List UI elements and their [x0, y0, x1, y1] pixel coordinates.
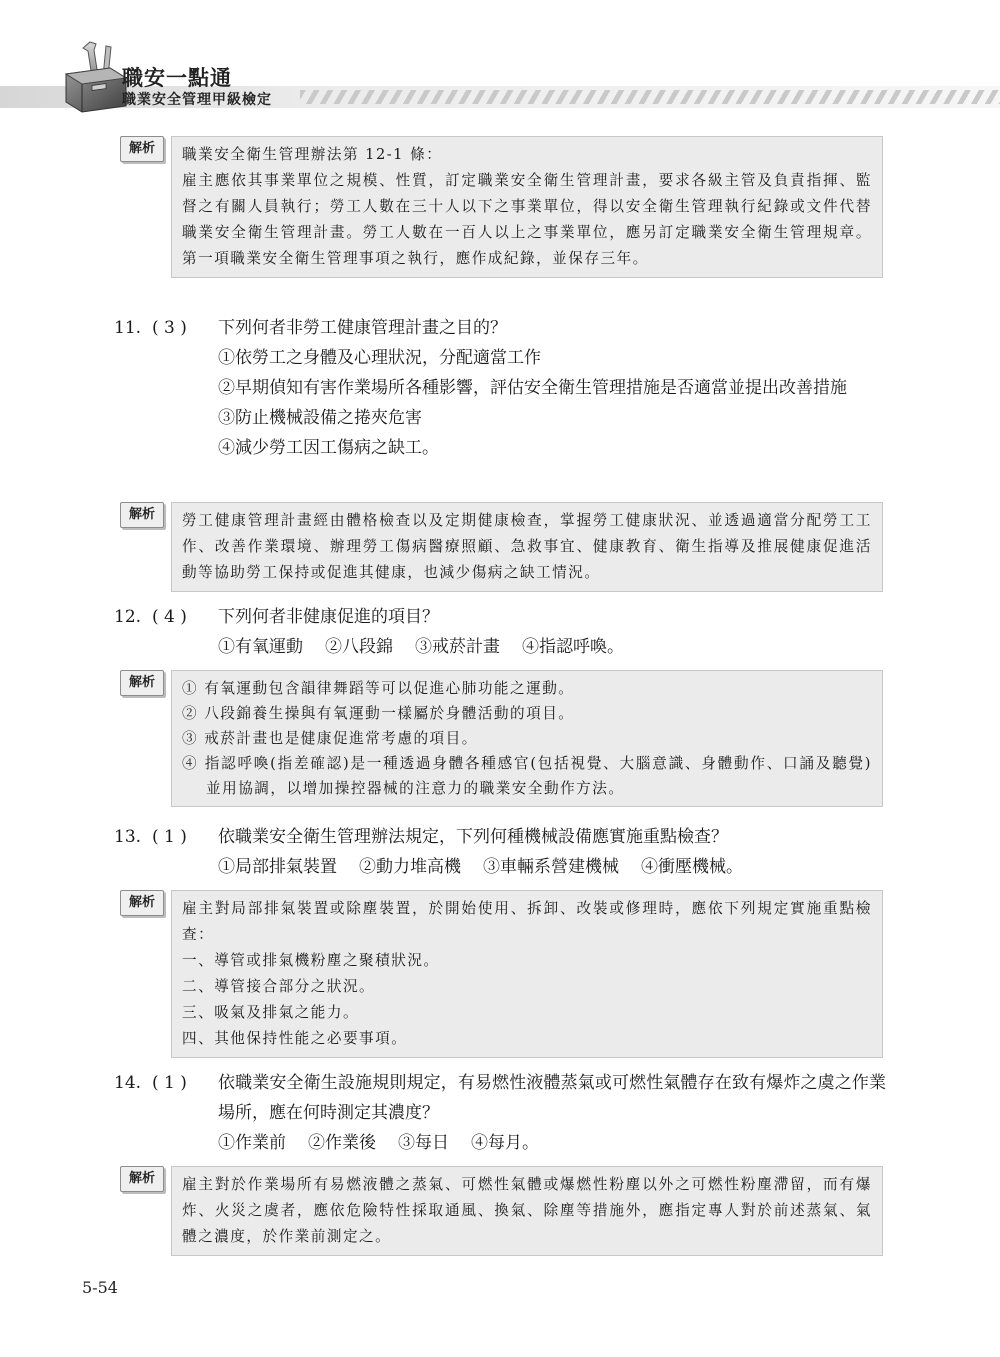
option: ③戒菸計畫 — [415, 637, 500, 657]
header-title: 職安一點通 — [122, 66, 232, 90]
question-text: 下列何者非勞工健康管理計畫之目的？ — [218, 318, 507, 338]
explanation-line: ④ 指認呼喚(指差確認)是一種透過身體各種感官(包括視覺、大腦意識、身體動作、口誦及聽覺)並用協調，以增加操控器械的注意力的職業安全動作方法。 — [182, 755, 872, 797]
explanation-text-box — [171, 502, 883, 592]
explanation-line: 勞工健康管理計畫經由體格檢查以及定期健康檢查，掌握勞工健康狀況、並透過適當分配勞工工作、改善作業環境、辦理勞工傷病醫療照顧、急救事宜、健康教育、衛生指導及推展健康促進活動等協助勞工保持或促進其健康，也減少傷病之缺工情況。 — [182, 512, 872, 581]
question-options — [218, 1128, 886, 1158]
explanation-line: ③ 戒菸計畫也是健康促進常考慮的項目。 — [182, 730, 478, 747]
option: ③車輛系營建機械 — [483, 857, 619, 877]
option: ②作業後 — [308, 1133, 376, 1153]
explanation-text-box — [171, 1166, 883, 1256]
explanation-line: 一、導管或排氣機粉塵之聚積狀況。 — [182, 952, 440, 969]
explanation-line: ② 八段錦養生操與有氧運動一樣屬於身體活動的項目。 — [182, 705, 575, 722]
option: ②八段錦 — [325, 637, 393, 657]
page-number: 5-54 — [82, 1278, 118, 1297]
question-number: 13. — [114, 827, 142, 847]
explanation-text-box — [171, 136, 883, 278]
explanation-text-box — [171, 890, 883, 1058]
question-number: 12. — [114, 607, 142, 627]
option: ④減少勞工因工傷病之缺工。 — [218, 438, 439, 458]
option: ④衝壓機械。 — [641, 857, 743, 877]
question-answer: ( 4 ) — [152, 607, 187, 627]
option: ③防止機械設備之捲夾危害 — [218, 408, 422, 428]
question-options — [218, 852, 886, 882]
question-text: 下列何者非健康促進的項目？ — [218, 607, 439, 627]
page-header — [0, 0, 1000, 130]
header-stripes — [300, 90, 1000, 104]
question-answer: ( 3 ) — [152, 318, 187, 338]
option: ①局部排氣裝置 — [218, 857, 337, 877]
question-options — [218, 343, 886, 463]
explanation-line: ① 有氧運動包含韻律舞蹈等可以促進心肺功能之運動。 — [182, 680, 575, 697]
question-number: 14. — [114, 1073, 142, 1093]
explanation-line: 雇主對於作業場所有易燃液體之蒸氣、可燃性氣體或爆燃性粉塵以外之可燃性粉塵滯留，而有爆炸、火災之虞者，應依危險特性採取通風、換氣、除塵等措施外，應指定專人對於前述蒸氣、氣體之濃度，於作業前測定之。 — [182, 1176, 872, 1245]
explanation-line: 三、吸氣及排氣之能力。 — [182, 1004, 360, 1021]
option: ①有氧運動 — [218, 637, 303, 657]
option: ②動力堆高機 — [359, 857, 461, 877]
option: ①作業前 — [218, 1133, 286, 1153]
question-options — [218, 632, 886, 662]
explanation-label: 解析 — [120, 136, 164, 162]
explanation-line: 二、導管接合部分之狀況。 — [182, 978, 376, 995]
question-answer: ( 1 ) — [152, 1073, 187, 1093]
explanation-line: 職業安全衛生管理辦法第 12-1 條： — [182, 146, 443, 163]
question-text: 依職業安全衛生設施規則規定，有易燃性液體蒸氣或可燃性氣體存在致有爆炸之虞之作業場所，應在何時測定其濃度？ — [218, 1073, 886, 1123]
header-subtitle: 職業安全管理甲級檢定 — [122, 92, 272, 108]
option: ②早期偵知有害作業場所各種影響，評估安全衛生管理措施是否適當並提出改善措施 — [218, 378, 847, 398]
question-answer: ( 1 ) — [152, 827, 187, 847]
option: ③每日 — [398, 1133, 449, 1153]
explanation-label: 解析 — [120, 502, 164, 528]
question-number: 11. — [114, 318, 142, 338]
explanation-label: 解析 — [120, 670, 164, 696]
question-text: 依職業安全衛生管理辦法規定，下列何種機械設備應實施重點檢查？ — [218, 827, 728, 847]
option: ④指認呼喚。 — [522, 637, 624, 657]
explanation-line: 雇主應依其事業單位之規模、性質，訂定職業安全衛生管理計畫，要求各級主管及負責指揮、監督之有關人員執行；勞工人數在三十人以下之事業單位，得以安全衛生管理執行紀錄或文件代替職業安全衛生管理計畫。勞工人數在一百人以上之事業單位，應另訂定職業安全衛生管理規章。第一項職業安全衛生管理事項之執行，應作成紀錄，並保存三年。 — [182, 172, 872, 267]
explanation-line: 四、其他保持性能之必要事項。 — [182, 1030, 408, 1047]
explanation-line: 雇主對局部排氣裝置或除塵裝置，於開始使用、拆卸、改裝或修理時，應依下列規定實施重點檢查： — [182, 900, 872, 943]
explanation-label: 解析 — [120, 1166, 164, 1192]
explanation-label: 解析 — [120, 890, 164, 916]
option: ④每月。 — [471, 1133, 539, 1153]
option: ①依勞工之身體及心理狀況，分配適當工作 — [218, 348, 541, 368]
explanation-text-box — [171, 670, 883, 807]
